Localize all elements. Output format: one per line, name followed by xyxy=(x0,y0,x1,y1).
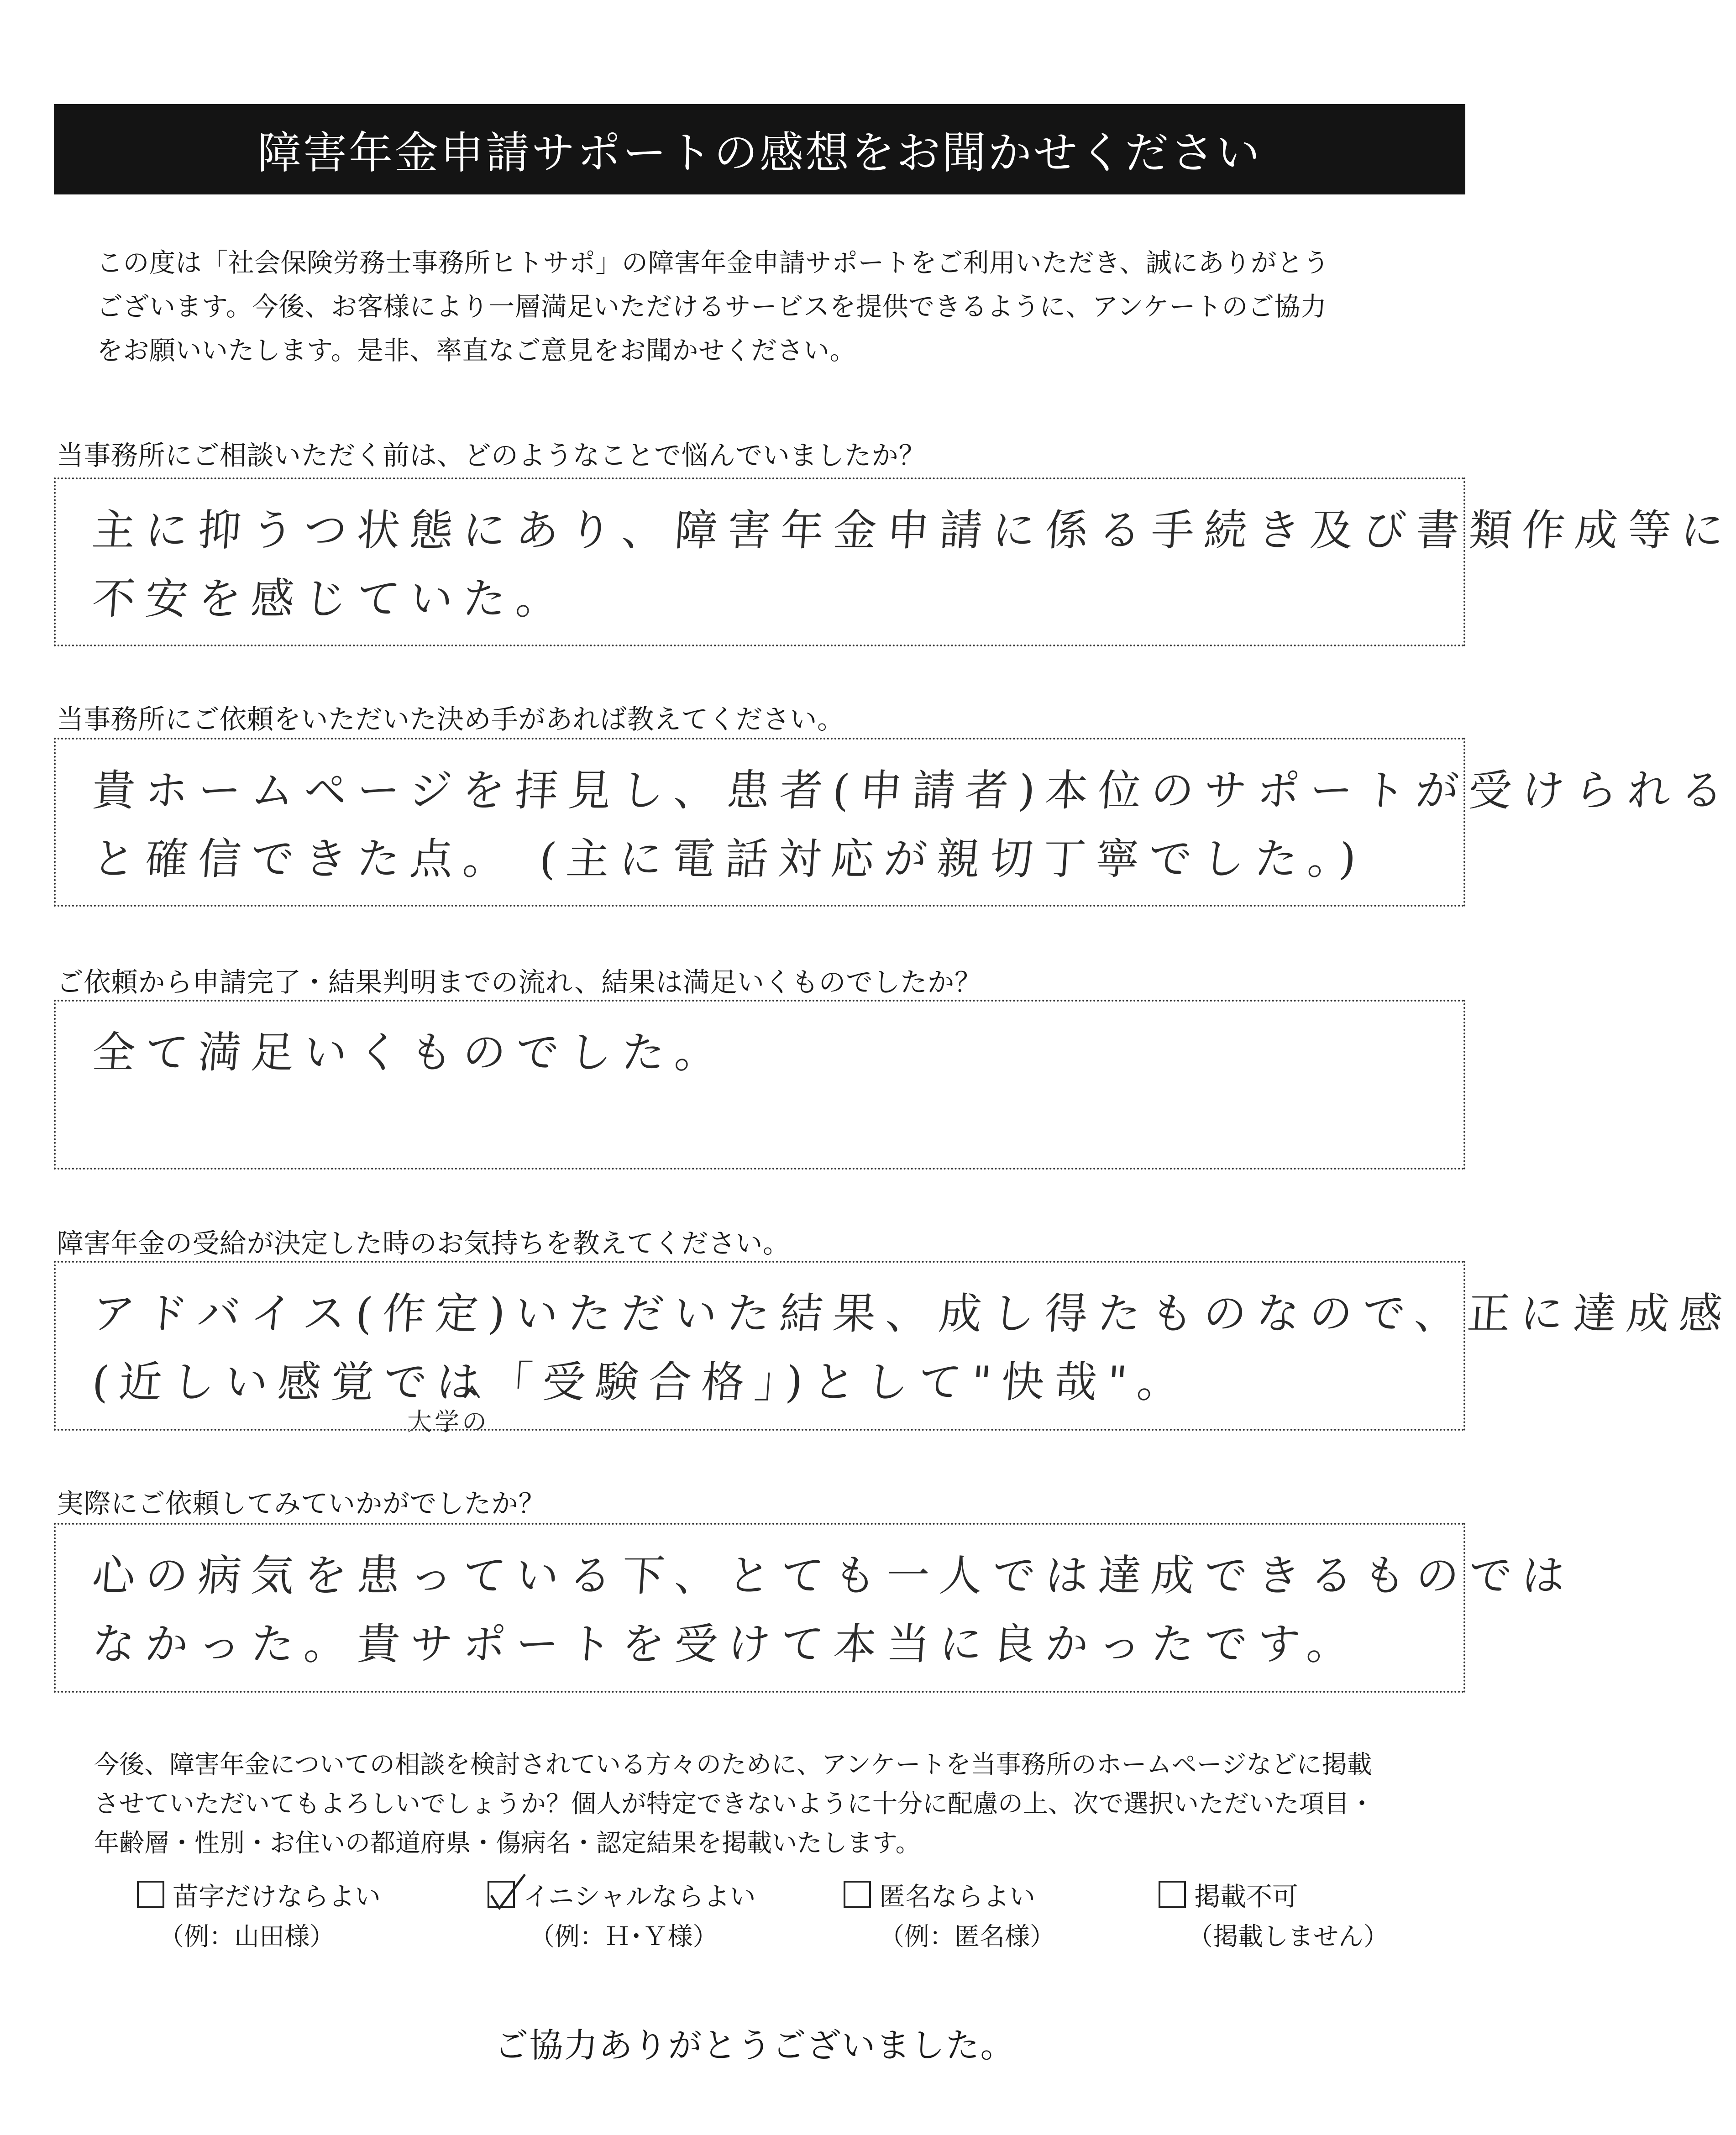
consent-line: 年齢層・性別・お住いの都道府県・傷病名・認定結果を掲載いたします。 xyxy=(94,1828,921,1857)
page-title: 障害年金申請サポートの感想をお聞かせください xyxy=(257,127,1262,178)
title-bar xyxy=(54,104,1465,194)
question-5-label: 実際にご依頼してみていかがでしたか？ xyxy=(57,1488,546,1519)
question-4-label: 障害年金の受給が決定した時のお気持ちを教えてください。 xyxy=(57,1227,790,1259)
answer-4-line: アドバイス(作定)いただいた結果、成し得たものなので、正に達成感 xyxy=(90,1289,1734,1339)
consent-line: 今後、障害年金についての相談を検討されている方々のために、アンケートを当事務所のホームページなどに掲載 xyxy=(94,1750,1372,1779)
option-example: （例：Ｈ･Ｙ様） xyxy=(530,1922,718,1951)
option-anonymous[interactable] xyxy=(844,1877,1191,1952)
option-label: 苗字だけならよい xyxy=(173,1882,381,1912)
option-initials[interactable] xyxy=(488,1877,834,1952)
option-example: （掲載しません） xyxy=(1188,1922,1389,1951)
option-surname[interactable] xyxy=(137,1877,484,1952)
answer-2-box[interactable] xyxy=(54,738,1736,907)
option-example: （例：匿名様） xyxy=(879,1922,1055,1951)
question-3-label: ご依頼から申請完了・結果判明までの流れ、結果は満足いくものでしたか？ xyxy=(57,966,982,998)
surname-checkbox[interactable] xyxy=(137,1881,164,1908)
answer-5-box[interactable] xyxy=(54,1523,1577,1693)
answer-3-line: 全て満足いくものでした。 xyxy=(90,1028,729,1078)
intro-text xyxy=(97,241,1448,372)
insertion-caret-icon xyxy=(464,1385,480,1399)
closing-message: ご協力ありがとうございました。 xyxy=(494,2026,1015,2065)
answer-2-line: 貴ホームページを拝見し、患者(申請者)本位のサポートが受けられる xyxy=(90,766,1736,816)
answer-3-box[interactable] xyxy=(54,1000,1465,1170)
option-no-publish[interactable] xyxy=(1159,1877,1505,1952)
intro-line: ございます。今後、お客様により一層満足いただけるサービスを提供できるように、アンケートのご協力 xyxy=(97,292,1327,322)
answer-5-line: なかった。貴サポートを受けて本当に良かったです。 xyxy=(90,1620,1362,1669)
intro-line: この度は「社会保険労務士事務所ヒトサポ」の障害年金申請サポートをご利用いただき、誠にありがとう xyxy=(97,248,1330,278)
answer-5-line: 心の病気を患っている下、とても一人では達成できるものでは xyxy=(90,1551,1577,1601)
question-1-label: 当事務所にご相談いただく前は、どのようなことで悩んでいましたか？ xyxy=(57,440,926,471)
answer-4-line: (近しい感覚では「受験合格」)として"快哉"。 xyxy=(90,1358,1192,1407)
checkmark-icon xyxy=(487,1873,528,1914)
answer-4-box[interactable] xyxy=(54,1261,1734,1431)
answer-1-line: 不安を感じていた。 xyxy=(90,574,571,624)
answer-1-line: 主に抑うつ状態にあり、障害年金申請に係る手続き及び書類作成等に xyxy=(90,506,1736,556)
option-example: （例：山田様） xyxy=(159,1922,335,1951)
no-publish-checkbox[interactable] xyxy=(1159,1881,1186,1908)
answer-4-insert-note: 大学の xyxy=(407,1407,489,1436)
question-2-label: 当事務所にご依頼をいただいた決め手があれば教えてください。 xyxy=(57,703,844,735)
initials-checkbox[interactable] xyxy=(488,1881,515,1908)
anonymous-checkbox[interactable] xyxy=(844,1881,871,1908)
option-label: イニシャルならよい xyxy=(523,1882,756,1912)
intro-line: をお願いいたします。是非、率直なご意見をお聞かせください。 xyxy=(97,336,856,366)
consent-text xyxy=(94,1745,1459,1862)
option-label: 掲載不可 xyxy=(1194,1882,1298,1912)
answer-2-line: と確信できた点。 (主に電話対応が親切丁寧でした。) xyxy=(90,834,1368,884)
answer-1-box[interactable] xyxy=(54,477,1736,646)
consent-line: させていただいてもよろしいでしょうか？個人が特定できないように十分に配慮の上、次で選択いただいた項目・ xyxy=(94,1789,1375,1818)
option-label: 匿名ならよい xyxy=(879,1882,1035,1912)
